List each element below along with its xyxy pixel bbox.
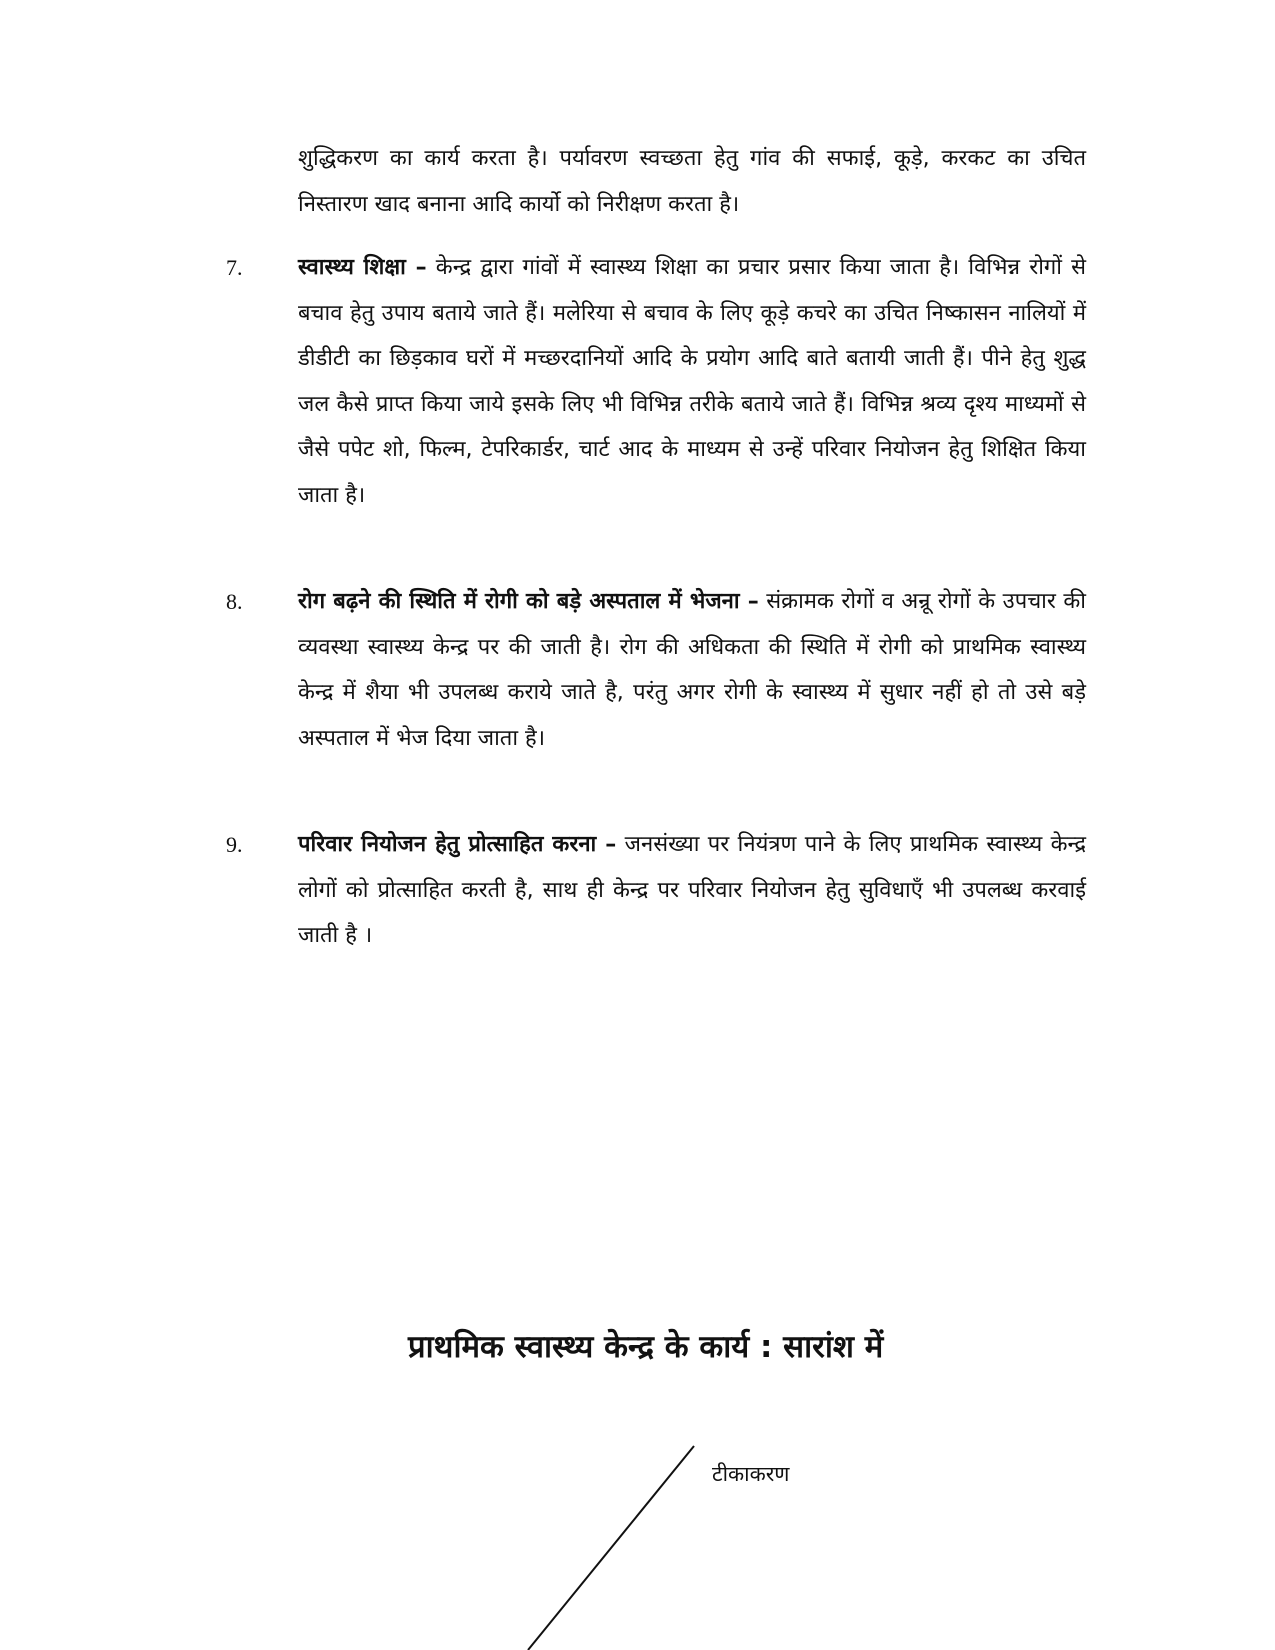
diagram-branch-line	[528, 1446, 694, 1650]
item-number-7: 7.	[226, 255, 243, 280]
continuation-paragraph: शुद्धिकरण का कार्य करता है। पर्यावरण स्वच्छता हेतु गांव की सफाई, कूड़े, करकट का उचित निस्तारण खाद बनाना आदि कार्यो को निरीक्षण करता है।	[298, 146, 1086, 217]
item-9-heading: परिवार नियोजन हेतु प्रोत्साहित करना –	[298, 832, 617, 857]
item-9-body: जनसंख्या पर नियंत्रण पाने के लिए प्राथमिक स्वास्थ्य केन्द्र लोगों को प्रोत्साहित करती है, साथ ही केन्द्र पर परिवार नियोजन हेतु सुविधाएँ भी उपलब्ध करवाई जाती है ।	[298, 832, 1087, 948]
item-number-8: 8.	[226, 589, 243, 614]
item-7-heading: स्वास्थ्य शिक्षा –	[298, 255, 427, 280]
branch-label-vaccination: टीकाकरण	[712, 1462, 790, 1486]
item-8-body: संक्रामक रोगों व अन्रू रोगों के उपचार की व्यवस्था स्वास्थ्य केन्द्र पर की जाती है। रोग की अधिकता की स्थिति में रोगी को प्राथमिक स्वास्थ्य केन्द्र में शैया भी उपलब्ध कराये जाते है, परंतु अगर रोगी के स्वास्थ्य में सुधार नहीं हो तो उसे बड़े अस्पताल में भेज दिया जाता है।	[298, 589, 1086, 751]
item-8-heading: रोग बढ़ने की स्थिति में रोगी को बड़े अस्पताल में भेजना –	[298, 589, 759, 614]
summary-title: प्राथमिक स्वास्थ्य केन्द्र के कार्य : सारांश में	[408, 1329, 884, 1365]
item-number-9: 9.	[226, 832, 243, 857]
item-7-body: केन्द्र द्वारा गांवों में स्वास्थ्य शिक्षा का प्रचार प्रसार किया जाता है। विभिन्न रोगों से बचाव हेतु उपाय बताये जाते हैं। मलेरिया से बचाव के लिए कूड़े कचरे का उचित निष्कासन नालियों में डीडीटी का छिड़काव घरों में मच्छरदानियों आदि के प्रयोग आदि बाते बतायी जाती हैं। पीने हेतु शुद्ध जल कैसे प्राप्त किया जाये इसके लिए भी विभिन्न तरीके बताये जाते हैं। विभिन्न श्रव्य दृश्य माध्यमों से जैसे पपेट शो, फिल्म, टेपरिकार्डर, चार्ट आद के माध्यम से उन्हें परिवार नियोजन हेतु शिक्षित किया जाता है।	[298, 255, 1087, 508]
